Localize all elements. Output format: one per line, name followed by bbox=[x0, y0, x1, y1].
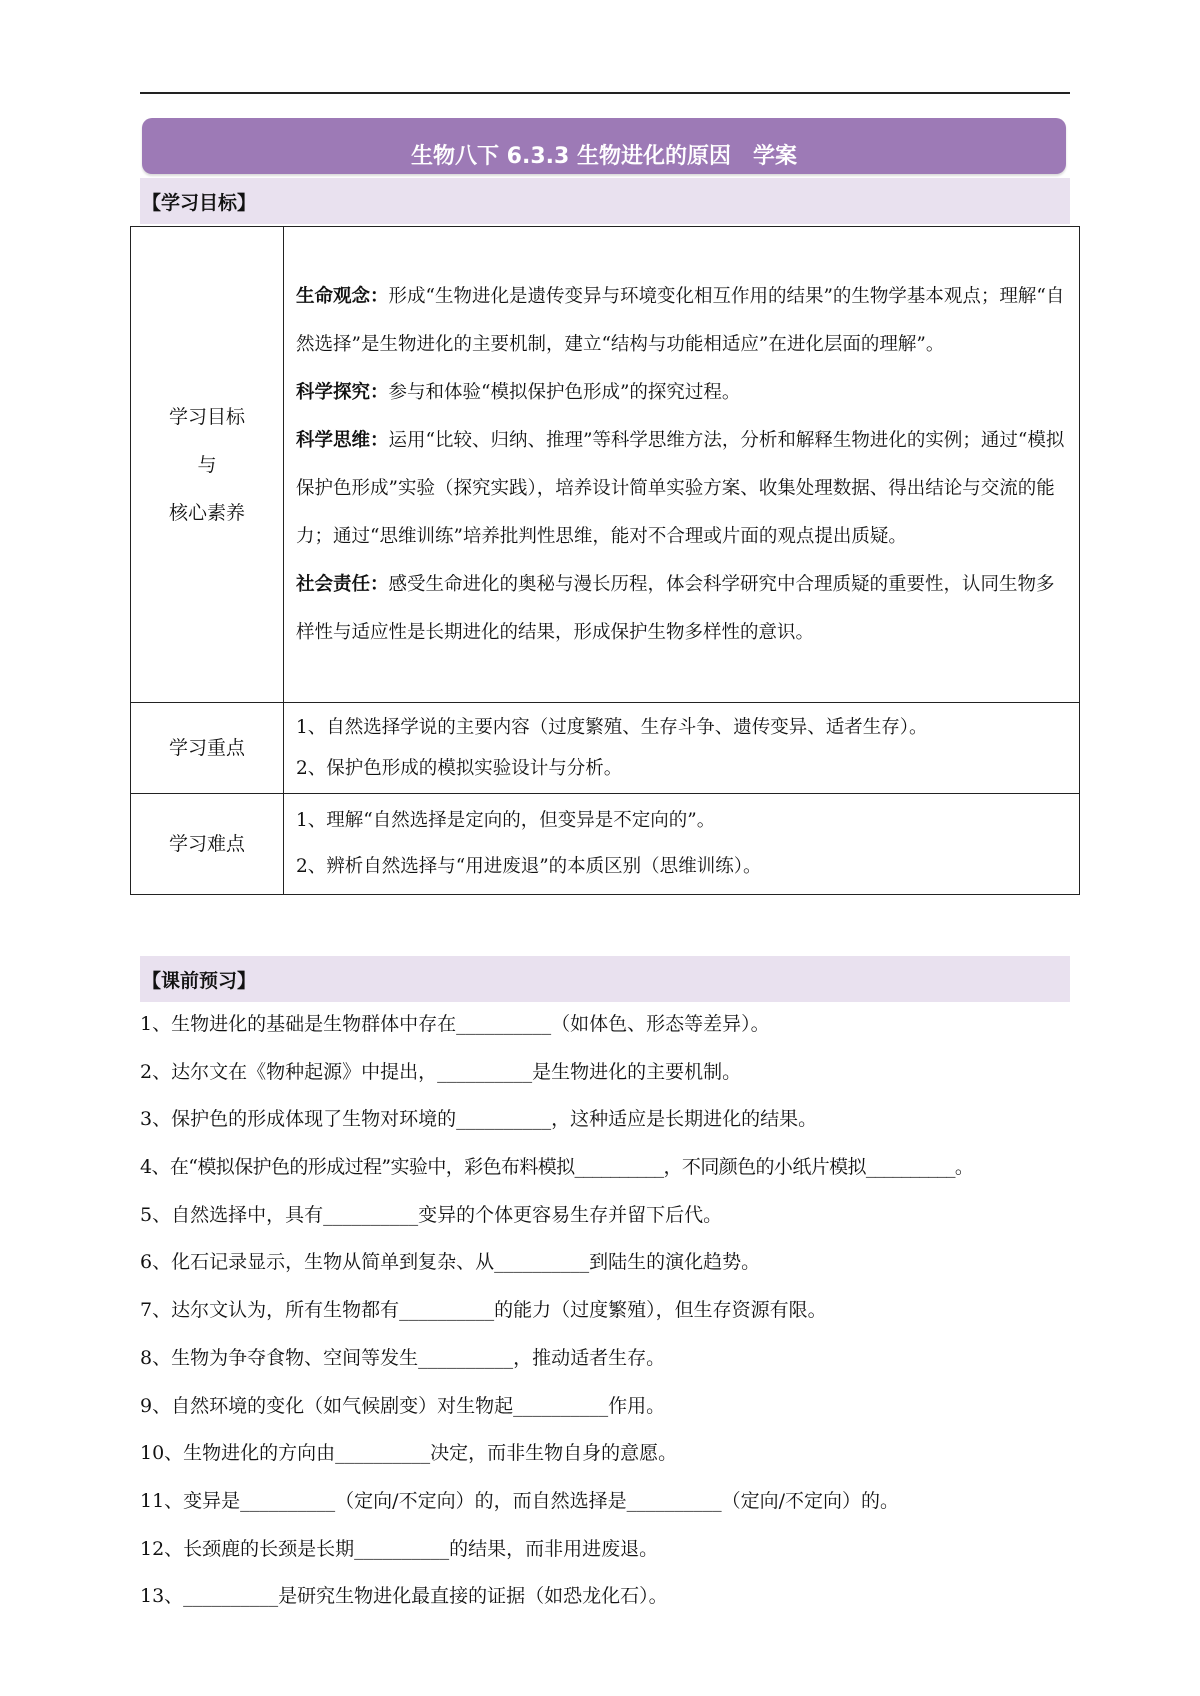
page-title: 生物八下 6.3.3 生物进化的原因 学案 bbox=[142, 118, 1066, 174]
list-item: 4、在“模拟保护色的形成过程”实验中，彩色布料模拟__________，不同颜色的小纸片模拟__________。 bbox=[140, 1156, 974, 1179]
goals-label-line: 学习目标 bbox=[168, 405, 245, 428]
list-item: 8、生物为争夺食物、空间等发生__________，推动适者生存。 bbox=[140, 1346, 666, 1369]
goals-content-cell bbox=[284, 227, 1080, 703]
list-item: 3、保护色的形成体现了生物对环境的__________，这种适应是长期进化的结果。 bbox=[140, 1108, 818, 1131]
goal-paragraph bbox=[296, 369, 1067, 417]
list-item: 12、长颈鹿的长颈是长期__________的结果，而非用进废退。 bbox=[140, 1537, 659, 1560]
goal-paragraph bbox=[296, 561, 1067, 657]
header-rule bbox=[140, 92, 1070, 94]
goal-text: 运用“比较、归纳、推理”等科学思维方法，分析和解释生物进化的实例；通过“模拟保护色形成”实验（探究实践），培养设计简单实验方案、收集处理数据、得出结论与交流的能力；通过“思维训练”培养批判性思维，能对不合理或片面的观点提出质疑。 bbox=[296, 429, 1065, 547]
goal-term: 科学思维： bbox=[296, 429, 389, 451]
table-row bbox=[131, 794, 1080, 895]
list-item: 7、达尔文认为，所有生物都有__________的能力（过度繁殖），但生存资源有限。 bbox=[140, 1299, 827, 1322]
list-item: 1、生物进化的基础是生物群体中存在__________（如体色、形态等差异）。 bbox=[140, 1013, 770, 1035]
goal-term: 社会责任： bbox=[296, 573, 389, 595]
goals-label-cell bbox=[131, 227, 284, 703]
goal-term: 生命观念： bbox=[296, 285, 389, 307]
goals-table bbox=[130, 226, 1080, 895]
goal-text: 参与和体验“模拟保护色形成”的探究过程。 bbox=[388, 381, 741, 403]
difficulty-line: 1、理解“自然选择是定向的，但变异是不定向的”。 bbox=[296, 810, 716, 831]
difficulties-label: 学习难点 bbox=[131, 794, 284, 895]
key-point-line: 2、保护色形成的模拟实验设计与分析。 bbox=[296, 758, 623, 779]
key-point-line: 1、自然选择学说的主要内容（过度繁殖、生存斗争、遗传变异、适者生存）。 bbox=[296, 717, 928, 738]
goal-text: 感受生命进化的奥秘与漫长历程，体会科学研究中合理质疑的重要性，认同生物多样性与适应性是长期进化的结果，形成保护生物多样性的意识。 bbox=[296, 573, 1055, 643]
goal-term: 科学探究： bbox=[296, 381, 389, 403]
difficulties-content bbox=[284, 794, 1080, 895]
list-item: 6、化石记录显示，生物从简单到复杂、从__________到陆生的演化趋势。 bbox=[140, 1251, 761, 1274]
list-item: 10、生物进化的方向由__________决定，而非生物自身的意愿。 bbox=[140, 1442, 678, 1465]
list-item: 11、变异是__________（定向/不定向）的，而自然选择是__________（定向/不定向）的。 bbox=[140, 1489, 899, 1512]
list-item: 13、__________是研究生物进化最直接的证据（如恐龙化石）。 bbox=[140, 1585, 668, 1608]
goals-label-line: 核心素养 bbox=[168, 501, 245, 524]
table-row bbox=[131, 227, 1080, 703]
table-row bbox=[131, 703, 1080, 794]
difficulty-line: 2、辨析自然选择与“用进废退”的本质区别（思维训练）。 bbox=[296, 856, 762, 877]
section-heading-goals: 【学习目标】 bbox=[140, 178, 1070, 224]
key-points-label: 学习重点 bbox=[131, 703, 284, 794]
goals-label-line: 与 bbox=[197, 453, 217, 476]
list-item: 2、达尔文在《物种起源》中提出，__________是生物进化的主要机制。 bbox=[140, 1060, 742, 1083]
goal-text: 形成“生物进化是遗传变异与环境变化相互作用的结果”的生物学基本观点；理解“自然选择”是生物进化的主要机制，建立“结构与功能相适应”在进化层面的理解”。 bbox=[296, 285, 1065, 355]
section-heading-preview: 【课前预习】 bbox=[140, 956, 1070, 1002]
preview-question-list bbox=[140, 1004, 1080, 1624]
goal-paragraph bbox=[296, 417, 1067, 561]
list-item: 5、自然选择中，具有__________变异的个体更容易生存并留下后代。 bbox=[140, 1203, 723, 1226]
goal-paragraph bbox=[296, 273, 1067, 369]
key-points-content bbox=[284, 703, 1080, 794]
list-item: 9、自然环境的变化（如气候剧变）对生物起__________作用。 bbox=[140, 1394, 666, 1417]
